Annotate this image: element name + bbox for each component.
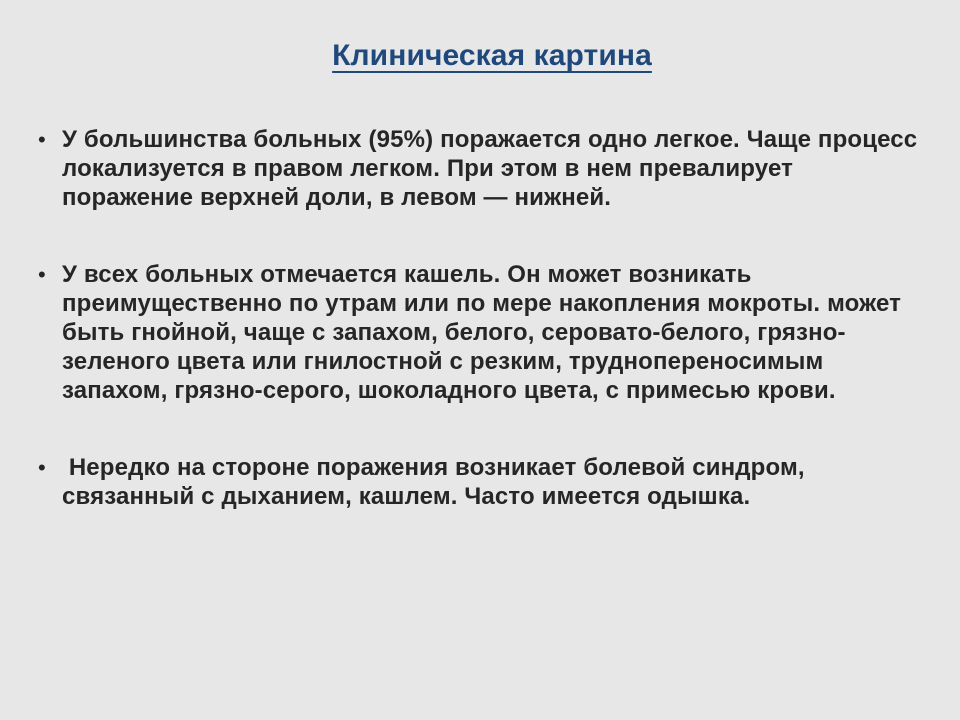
slide-title: Клиническая картина xyxy=(332,39,652,72)
bullet-item-cough xyxy=(38,260,928,405)
bullet-text: У всех больных отмечается кашель. Он может возникать преимущественно по утрам или по мере накопления мокроты. может быть гнойной, чаще с запахом, белого, серовато-белого, грязно-зеленого цвета или гнилостной с резким, труднопереносимым запахом, грязно-серого, шоколадного цвета, с примесью крови. xyxy=(62,261,908,404)
bullet-marker: • xyxy=(38,127,46,152)
bullet-list xyxy=(38,125,928,511)
bullet-text: У большинства больных (95%) поражается одно легкое. Чаще процесс локализуется в правом легком. При этом в нем превалирует поражение верхней доли, в левом — нижней. xyxy=(62,126,925,211)
bullet-text: Нередко на стороне поражения возникает болевой синдром, связанный с дыханием, кашлем. Часто имеется одышка. xyxy=(62,454,812,510)
bullet-marker: • xyxy=(38,262,46,287)
bullet-marker: • xyxy=(38,455,46,480)
bullet-item-pain-syndrome xyxy=(38,453,928,511)
bullet-item-lung-lesion xyxy=(38,125,928,212)
